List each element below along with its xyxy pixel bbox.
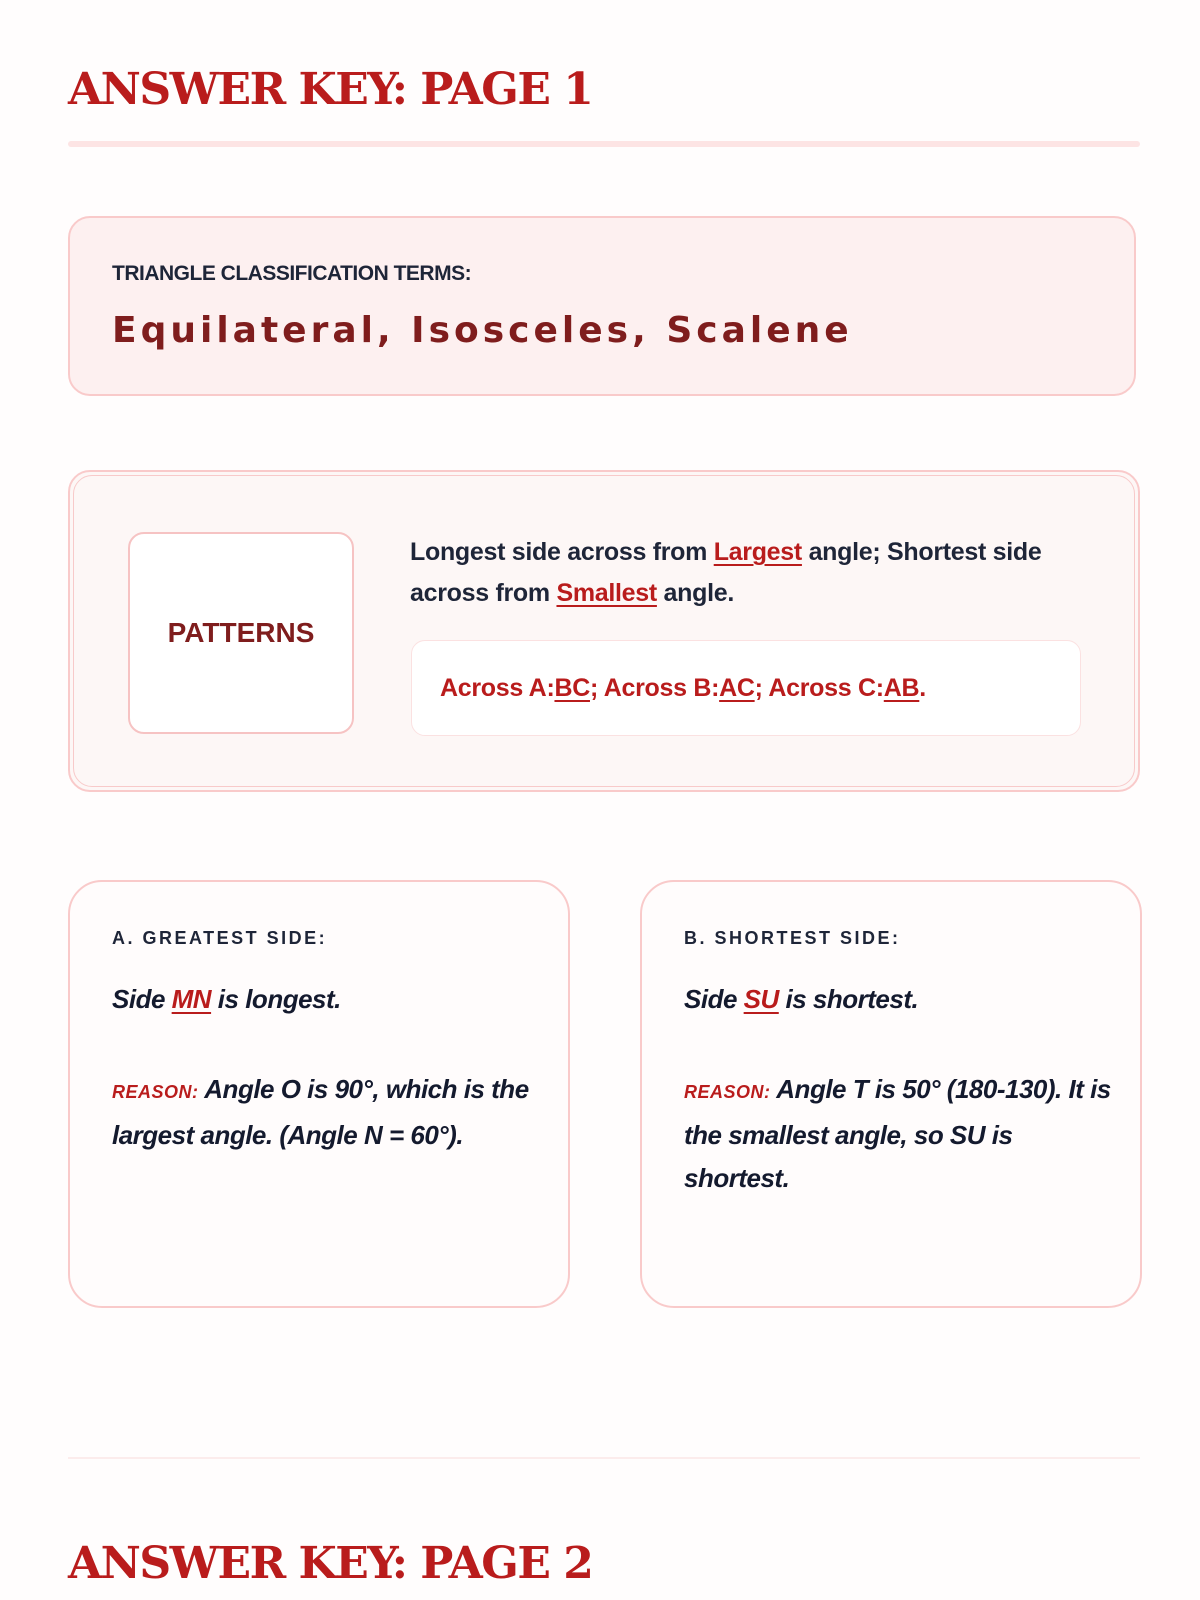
- patterns-card: [68, 470, 1140, 792]
- reason-tag: REASON:: [112, 1082, 199, 1102]
- greatest-side-value: MN: [171, 984, 212, 1014]
- across-c-label: ; Across C:: [754, 673, 884, 702]
- shortest-side-answer: [684, 984, 918, 1015]
- across-end: .: [919, 673, 926, 702]
- across-answer-box: [411, 640, 1081, 736]
- greatest-side-reason: [112, 1068, 542, 1157]
- greatest-side-card: [68, 880, 570, 1308]
- reason-text: Angle T is 50° (180-130). It is the smallest angle, so SU is shortest.: [684, 1074, 1111, 1193]
- answer-pre: Side: [684, 984, 744, 1014]
- answer-post: is longest.: [211, 984, 341, 1014]
- reason-text: Angle O is 90°, which is the largest angle. (Angle N = 60°).: [112, 1074, 529, 1150]
- terms-label: TRIANGLE CLASSIFICATION TERMS:: [112, 262, 472, 285]
- answer-post: is shortest.: [778, 984, 919, 1014]
- pattern-text-part2: angle; Shortest side across from: [410, 538, 1042, 607]
- pattern-rule-text: [410, 532, 1100, 614]
- across-b-label: ; Across B:: [589, 673, 720, 702]
- answer-pre: Side: [112, 984, 172, 1014]
- terms-value: Equilateral, Isosceles, Scalene: [112, 310, 853, 351]
- page-2-title: ANSWER KEY: PAGE 2: [68, 1538, 593, 1589]
- pattern-smallest: Smallest: [556, 579, 657, 607]
- greatest-side-answer: [112, 984, 341, 1015]
- shortest-side-reason: [684, 1068, 1114, 1200]
- pattern-text-part1: Longest side across from: [410, 538, 714, 566]
- across-a-label: Across A:: [440, 673, 555, 702]
- title-divider: [68, 141, 1140, 147]
- across-b-side: AC: [719, 673, 755, 702]
- shortest-side-label: B. SHORTEST SIDE:: [684, 928, 901, 948]
- across-a-side: BC: [554, 673, 590, 702]
- shortest-side-card: [640, 880, 1142, 1308]
- pattern-text-part3: angle.: [656, 579, 734, 607]
- shortest-side-value: SU: [743, 984, 779, 1014]
- pattern-largest: Largest: [713, 538, 802, 566]
- page-title: ANSWER KEY: PAGE 1: [68, 64, 593, 115]
- across-c-side: AB: [883, 673, 920, 702]
- greatest-side-label: A. GREATEST SIDE:: [112, 928, 328, 948]
- reason-tag: REASON:: [684, 1082, 771, 1102]
- patterns-tag: PATTERNS: [128, 532, 354, 734]
- terms-card: [68, 216, 1136, 396]
- section-divider: [68, 1457, 1140, 1459]
